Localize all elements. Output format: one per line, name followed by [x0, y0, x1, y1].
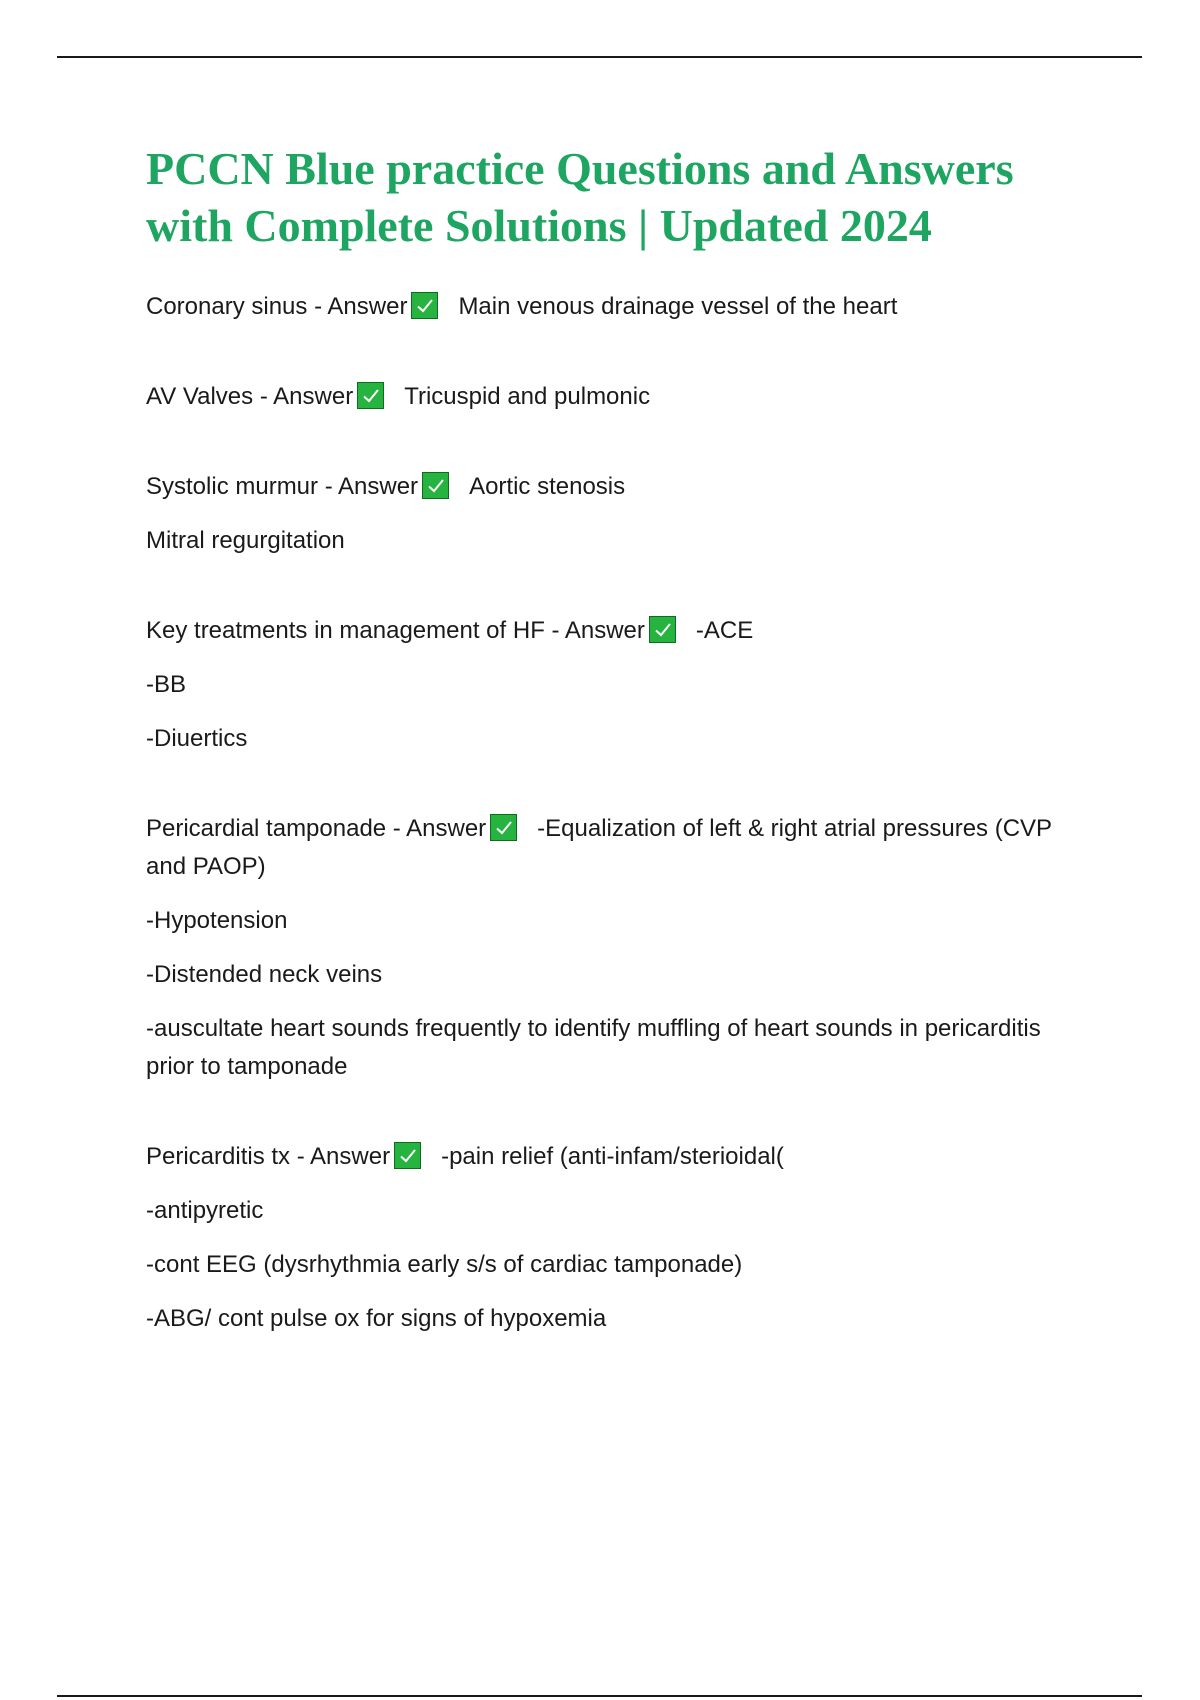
- qa-entry: [146, 378, 1086, 416]
- answer-line: -Equalization of left & right atrial pressures (CVP and PAOP): [146, 815, 1052, 880]
- check-mark-icon: [490, 814, 517, 841]
- check-mark-icon: [422, 472, 449, 499]
- qa-entry: [146, 1138, 1086, 1338]
- question-line: [146, 378, 1086, 416]
- question-line: [146, 468, 1086, 506]
- question-text: Coronary sinus - Answer: [146, 293, 408, 320]
- question-line: [146, 810, 1086, 886]
- question-line: [146, 288, 1086, 326]
- qa-entry: [146, 612, 1086, 758]
- answer-line: -cont EEG (dysrhythmia early s/s of cardiac tamponade): [146, 1251, 743, 1278]
- qa-entry: [146, 288, 1086, 326]
- answer-line: -ACE: [695, 617, 754, 644]
- qa-entry: [146, 810, 1086, 1086]
- answer-line: -Distended neck veins: [146, 961, 383, 988]
- answer-line: Tricuspid and pulmonic: [404, 383, 651, 410]
- question-text: AV Valves - Answer: [146, 383, 354, 410]
- question-text: Systolic murmur - Answer: [146, 473, 419, 500]
- answer-line: Main venous drainage vessel of the heart: [458, 293, 898, 320]
- answer-line: Mitral regurgitation: [146, 527, 345, 554]
- document-body: [146, 140, 1086, 1390]
- answer-line: -auscultate heart sounds frequently to identify muffling of heart sounds in pericarditis prior to tamponade: [146, 1015, 1041, 1080]
- top-rule: [57, 56, 1142, 58]
- check-mark-icon: [357, 382, 384, 409]
- answer-line: -ABG/ cont pulse ox for signs of hypoxemia: [146, 1305, 607, 1332]
- answer-line: -Diuertics: [146, 725, 248, 752]
- question-text: Key treatments in management of HF - Answer: [146, 617, 645, 644]
- question-text: Pericarditis tx - Answer: [146, 1143, 391, 1170]
- answer-line: -Hypotension: [146, 907, 288, 934]
- check-mark-icon: [411, 292, 438, 319]
- answer-line: Aortic stenosis: [469, 473, 626, 500]
- answer-line: -pain relief (anti-infam/sterioidal(: [441, 1143, 784, 1170]
- check-mark-icon: [649, 616, 676, 643]
- qa-entry: [146, 468, 1086, 560]
- bottom-rule: [57, 1695, 1142, 1697]
- check-mark-icon: [394, 1142, 421, 1169]
- answer-line: -BB: [146, 671, 187, 698]
- question-text: Pericardial tamponade - Answer: [146, 815, 487, 842]
- question-line: [146, 612, 1086, 650]
- answer-line: -antipyretic: [146, 1197, 264, 1224]
- document-title: PCCN Blue practice Questions and Answers with Complete Solutions | Updated 2024: [146, 143, 1014, 251]
- question-line: [146, 1138, 1086, 1176]
